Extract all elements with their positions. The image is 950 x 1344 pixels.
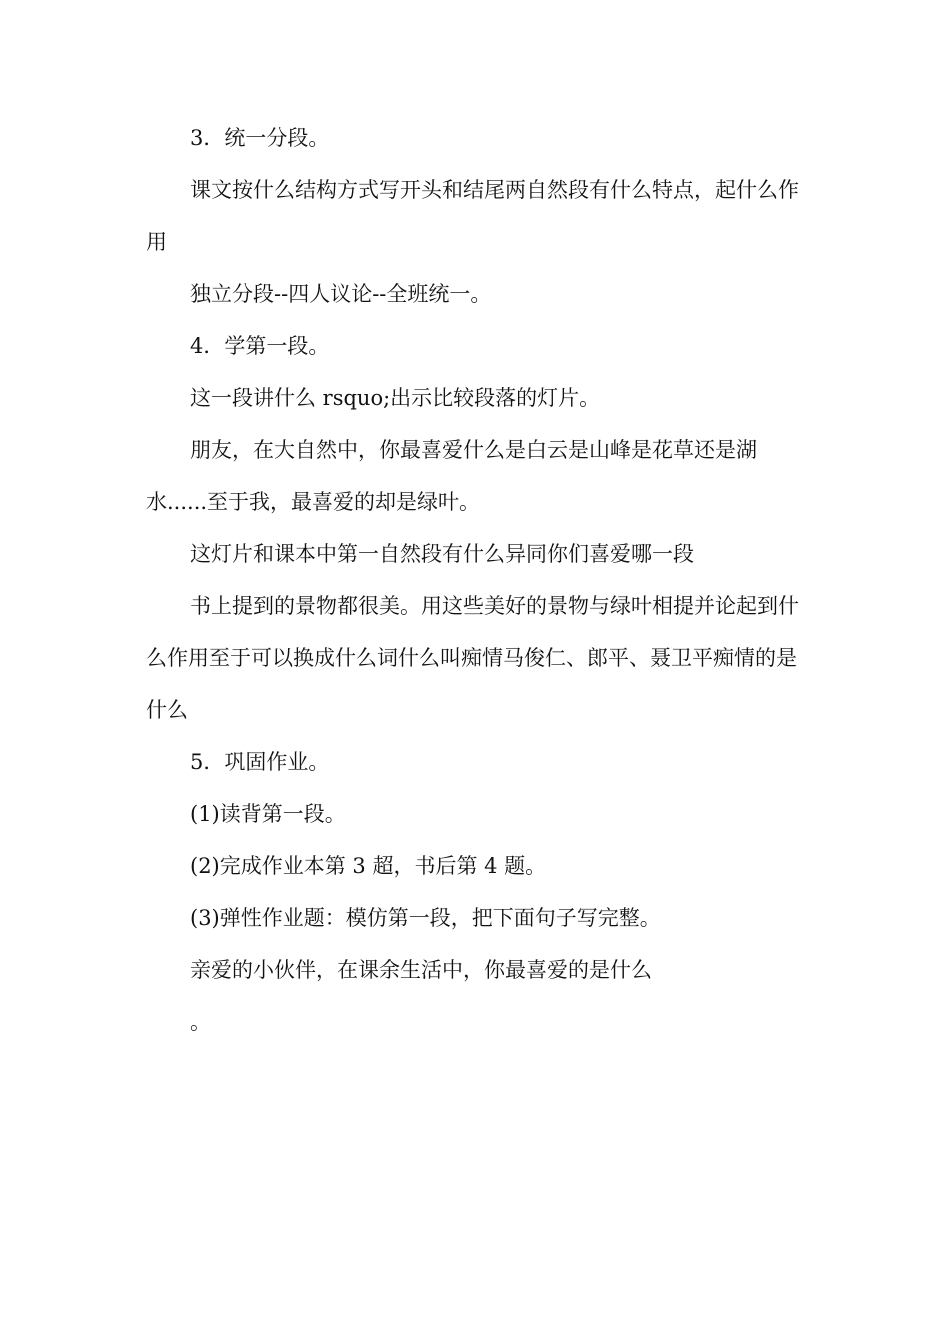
paragraph-step-3-heading: 3．统一分段。 (190, 126, 330, 150)
paragraph-step-5-heading: 5．巩固作业。 (190, 750, 330, 774)
paragraph-structure-question: 课文按什么结构方式写开头和结尾两自然段有什么特点，起什么作用 (146, 178, 799, 254)
paragraph-homework-3: (3)弹性作业题：模仿第一段，把下面句子写完整。 (190, 906, 661, 930)
paragraph-closing-mark: 。 (190, 1010, 211, 1034)
document-body (146, 112, 806, 1048)
paragraph-slide-text: 朋友，在大自然中，你最喜爱什么是白云是山峰是花草还是湖水......至于我，最喜爱的却是绿叶。 (146, 438, 757, 514)
paragraph-prompt-sentence: 亲爱的小伙伴，在课余生活中，你最喜爱的是什么 (190, 958, 652, 982)
paragraph-homework-2: (2)完成作业本第 3 超，书后第 4 题。 (190, 854, 547, 878)
paragraph-slide-intro: 这一段讲什么 rsquo;出示比较段落的灯片。 (190, 386, 601, 410)
paragraph-compare-question: 这灯片和课本中第一自然段有什么异同你们喜爱哪一段 (190, 542, 694, 566)
paragraph-step-4-heading: 4．学第一段。 (190, 334, 330, 358)
paragraph-homework-1: (1)读背第一段。 (190, 802, 346, 826)
paragraph-scenery-question: 书上提到的景物都很美。用这些美好的景物与绿叶相提并论起到什么作用至于可以换成什么词什么叫痴情马俊仁、郎平、聂卫平痴情的是什么 (146, 594, 799, 722)
paragraph-group-discussion: 独立分段--四人议论--全班统一。 (190, 282, 492, 306)
